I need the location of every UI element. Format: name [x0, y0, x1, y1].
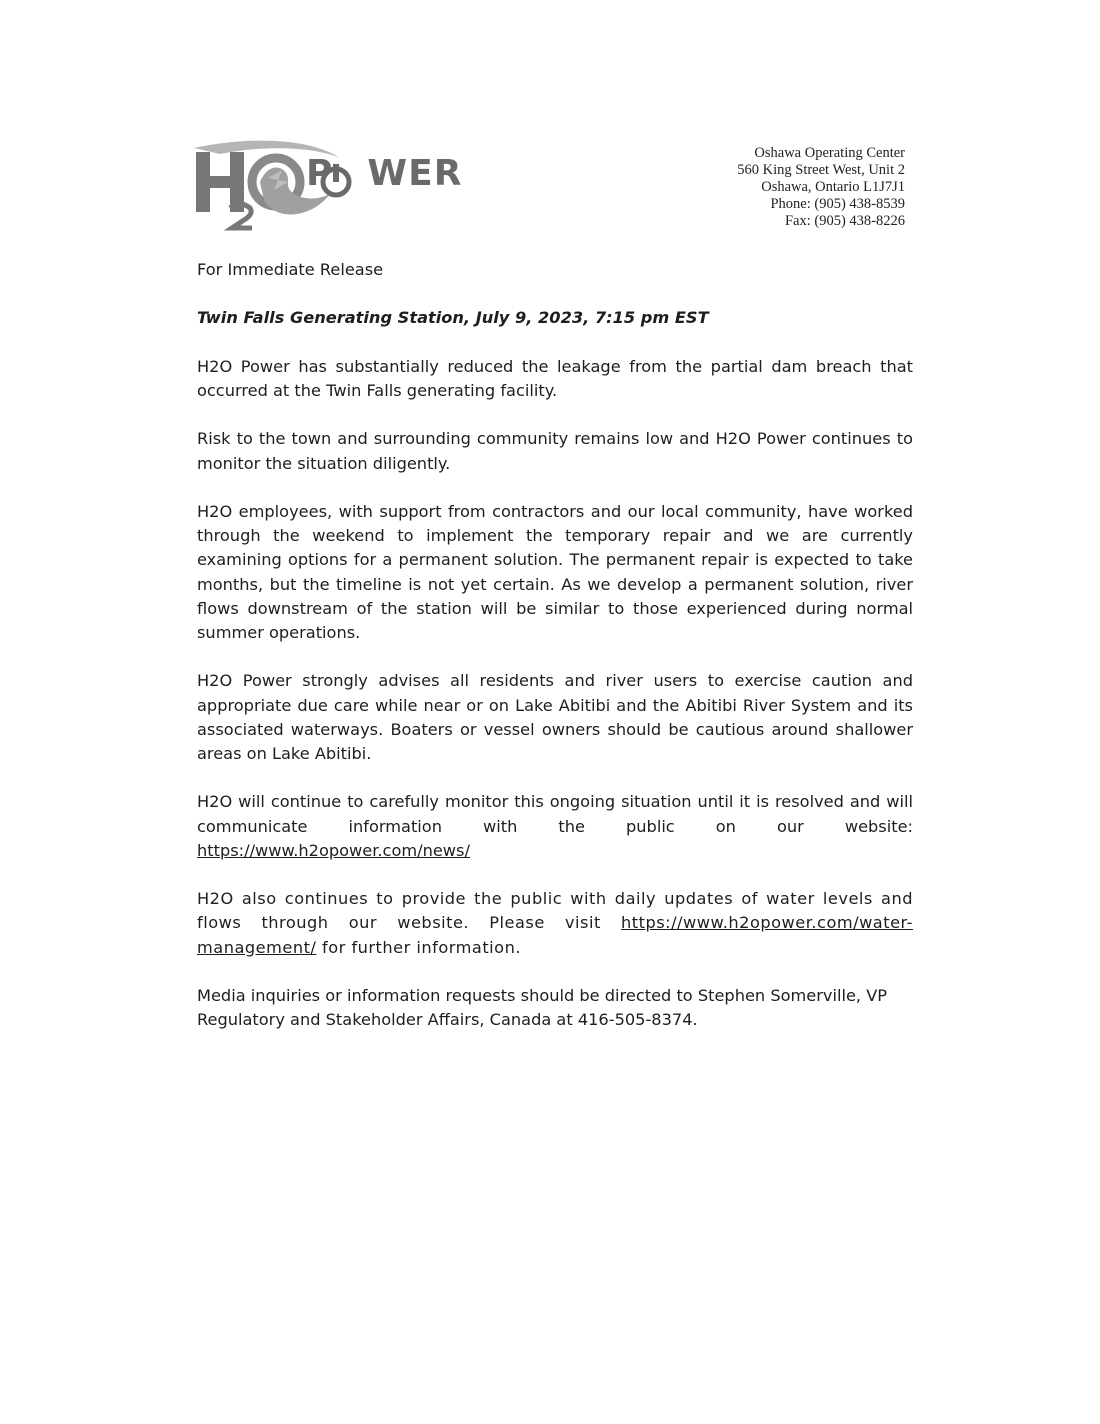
paragraph-6 — [197, 887, 913, 960]
water-text-after: for further information. — [316, 937, 521, 957]
release-label: For Immediate Release — [197, 260, 384, 279]
address-line: Oshawa Operating Center — [754, 145, 905, 161]
dateline: Twin Falls Generating Station, July 9, 2023, 7:15 pm EST — [197, 308, 709, 328]
address-line: Phone: (905) 438-8539 — [770, 196, 905, 212]
paragraph-3: H2O employees, with support from contractors and our local community, have worked through the weekend to implement the temporary repair and we are currently examining options for a permanent solution. The permanent repair is expected to take months, but the timeline is not yet certain. As we develop a permanent solution, river flows downstream of the station will be similar to those experienced during normal summer operations. — [197, 501, 913, 642]
address-line: Fax: (905) 438-8226 — [784, 213, 905, 229]
address-line: 560 King Street West, Unit 2 — [737, 162, 905, 178]
paragraph-5 — [197, 790, 913, 863]
water-text-before: H2O also continues to provide the public with daily updates of water levels and flows through our website. Please visit — [197, 889, 913, 933]
paragraph-1: H2O Power has substantially reduced the leakage from the partial dam breach that occurred at the Twin Falls generating facility. — [197, 356, 913, 400]
address-line: Oshawa, Ontario L1J7J1 — [761, 179, 905, 195]
paragraph-7: Media inquiries or information requests should be directed to Stephen Somerville, VP Regulatory and Stakeholder Affairs, Canada at 416-505-8374. — [197, 985, 888, 1030]
paragraph-2: Risk to the town and surrounding community remains low and H2O Power continues to monitor the situation diligently. — [197, 429, 913, 473]
press-release-body — [197, 258, 913, 1057]
letterhead-address — [737, 145, 905, 230]
logo-wordmark: P WER — [306, 153, 463, 194]
paragraph-4: H2O Power strongly advises all residents and river users to exercise caution and appropriate due care while near or on Lake Abitibi and the Abitibi River System and its associated waterways. Boaters or vessel owners should be cautious around shallower areas on Lake Abitibi. — [197, 671, 913, 763]
news-text: H2O will continue to carefully monitor this ongoing situation until it is resolved and will communicate information with the public on our website: — [197, 792, 913, 836]
water-management-link[interactable]: https://www.h2opower.com/water-management/ — [197, 913, 913, 957]
news-link[interactable]: https://www.h2opower.com/news/ — [197, 840, 470, 860]
